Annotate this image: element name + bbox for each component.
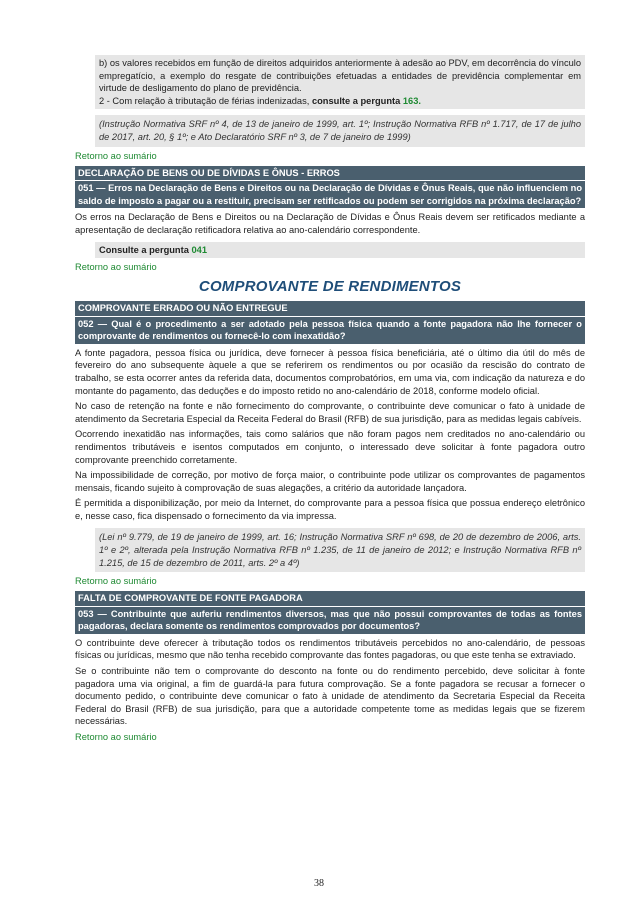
return-link[interactable]: Retorno ao sumário xyxy=(75,731,157,742)
block-falta xyxy=(75,591,585,728)
section-header-declaracao: DECLARAÇÃO DE BENS OU DE DÍVIDAS E ÔNUS - ERROS xyxy=(75,166,585,182)
consult-box xyxy=(95,242,585,258)
answer-paragraph: Na impossibilidade de correção, por motivo de força maior, o contribuinte pode utilizar os comprovantes de pagamentos mensais, ficando sujeito à comprovação de suas alegações, a critério da autoridade lançadora. xyxy=(75,470,585,493)
intro-item-2-bold: consulte a pergunta xyxy=(311,95,401,106)
reference-box xyxy=(95,528,585,572)
return-link[interactable]: Retorno ao sumário xyxy=(75,576,157,587)
answer-paragraph: Ocorrendo inexatidão nas informações, tais como salários que não foram pagos nem creditados no ano-calendário ou rendimentos tributáveis e isentos computados em conjunto, o interessado deve solicitar à fonte pagadora outro comprovante preenchido corretamente. xyxy=(75,429,585,465)
block-declaracao xyxy=(75,166,585,259)
intro-item-2-text: 2 - Com relação à tributação de férias indenizadas, xyxy=(99,95,310,106)
intro-item-2 xyxy=(99,95,581,108)
question-link-163[interactable]: 163. xyxy=(402,95,421,106)
reference-052: (Lei nº 9.779, de 19 de janeiro de 1999, art. 16; Instrução Normativa SRF nº 698, de 20 de dezembro de 2006, arts. 1º e 2º, alterada pela Instrução Normativa RFB nº 1.235, de 11 de janeiro de 2012; e Instrução Normativa RFB nº 1.215, de 15 de dezembro de 2011, arts. 2º a 4º) xyxy=(99,532,581,568)
question-053: 053 — Contribuinte que auferiu rendimentos diversos, mas que não possui comprovantes de todas as fontes pagadoras, declara somente os rendimentos comprovados por documentos? xyxy=(75,607,585,634)
answer-paragraph: É permitida a disponibilização, por meio da Internet, do comprovante para a pessoa física que possua endereço eletrônico e, nesse caso, fica dispensado o fornecimento da via impressa. xyxy=(75,498,585,521)
answer-paragraph: No caso de retenção na fonte e não fornecimento do comprovante, o contribuinte deve comunicar o fato à unidade de atendimento da Secretaria Especial da Receita Federal do Brasil (RFB) de sua jurisdição, para as medidas legais cabíveis. xyxy=(75,401,585,424)
return-link[interactable]: Retorno ao sumário xyxy=(75,262,157,273)
section-title: COMPROVANTE DE RENDIMENTOS xyxy=(198,278,462,296)
answer-051: Os erros na Declaração de Bens e Direitos ou na Declaração de Dívidas e Ônus Reais devem ser retificados mediante a apresentação de declaração retificadora relativa ao ano-calendário correspondente. xyxy=(75,212,585,235)
answer-paragraph: O contribuinte deve oferecer à tributação todos os rendimentos tributáveis percebidos no ano-calendário, de pessoas físicas ou jurídicas, mesmo que não tenha recebido comprovante das fontes pagadoras, ou que este tenha se extraviado. xyxy=(75,637,585,661)
intro-reference: (Instrução Normativa SRF nº 4, de 13 de janeiro de 1999, art. 1º; Instrução Normativa RFB nº 1.717, de 17 de julho de 2017, art. 20, § 1º; e Ato Declaratório SRF nº 3, de 7 de janeiro de 1999) xyxy=(99,119,581,142)
section-header-falta: FALTA DE COMPROVANTE DE FONTE PAGADORA xyxy=(75,591,585,607)
intro-ref-box xyxy=(95,115,585,146)
page-number: 38 xyxy=(314,878,324,889)
block-comprovante xyxy=(75,301,585,572)
answer-paragraph: Se o contribuinte não tem o comprovante do desconto na fonte ou do rendimento percebido, deve solicitar à fonte pagadora uma via original, a fim de guardá-la para futura comprovação. Se a fonte pagadora se recusar a fornecer o documento pedido, o contribuinte deve comunicar o fato à unidade de atendimento da Secretaria Especial da Receita Federal do Brasil (RFB) de sua jurisdição, para que a autoridade competente tome as medidas legais que se fizerem necessárias. xyxy=(75,665,585,727)
intro-item-b: b) os valores recebidos em função de direitos adquiridos anteriormente à adesão ao PDV, em decorrência do vínculo empregatício, a exemplo do resgate de contribuições efetuadas a entidades de previdência complementar em virtude de desligamento do plano de previdência. xyxy=(99,58,581,94)
return-link[interactable]: Retorno ao sumário xyxy=(75,150,157,161)
question-link-041[interactable]: 041 xyxy=(191,245,207,256)
question-052: 052 — Qual é o procedimento a ser adotado pela pessoa física quando a fonte pagadora não lhe fornecer o comprovante de rendimentos ou fornecê-lo com inexatidão? xyxy=(75,317,585,344)
answer-paragraph: A fonte pagadora, pessoa física ou jurídica, deve fornecer à pessoa física beneficiária, até o último dia útil do mês de fevereiro do ano subsequente àquele a que se referirem os rendimentos ou por ocasião da rescisão do contrato de trabalho, se esta ocorrer antes da referida data, documentos comprobatórios, em uma via, com indicação da natureza e do montante do pagamento, das deduções e do imposto retido no ano-calendário de 2018, conforme modelo oficial. xyxy=(75,347,585,396)
question-051: 051 — Erros na Declaração de Bens e Direitos ou na Declaração de Dívidas e Ônus Reais, que não influenciem no saldo de imposto a pagar ou a restituir, precisam ser retificados ou podem ser corrigidos na próxima declaração? xyxy=(75,181,585,208)
page-content xyxy=(75,55,585,747)
intro-box xyxy=(95,55,585,109)
section-header-comprovante: COMPROVANTE ERRADO OU NÃO ENTREGUE xyxy=(75,301,585,317)
consult-label: Consulte a pergunta xyxy=(99,245,189,256)
